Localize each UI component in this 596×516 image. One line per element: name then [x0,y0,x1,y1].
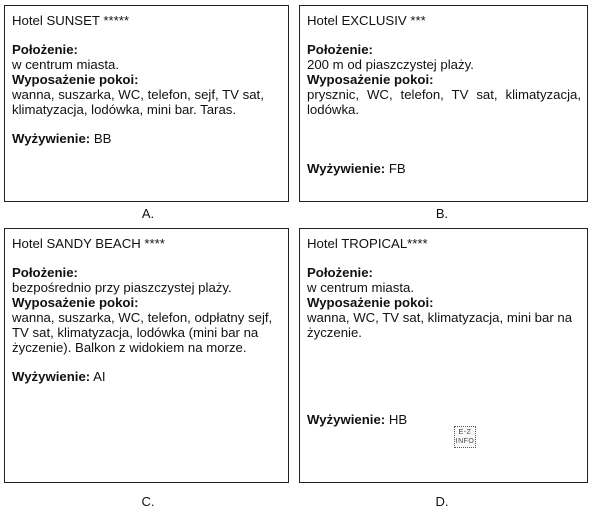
amenities-label: Wyposażenie pokoi: [307,72,434,87]
hotel-title: Hotel TROPICAL**** [307,236,428,251]
board-row [307,161,581,176]
board-label: Wyżywienie: [12,131,91,146]
amenities-label: Wyposażenie pokoi: [307,295,434,310]
location-label: Położenie: [12,265,78,280]
board-row [307,412,581,427]
location-value: w centrum miasta. [307,280,414,295]
hotel-card-exclusiv [299,5,588,202]
hotel-title: Hotel SANDY BEACH **** [12,236,165,251]
board-value: FB [385,161,406,176]
board-label: Wyżywienie: [307,412,386,427]
board-row [12,369,282,384]
amenities-value: wanna, suszarka, WC, telefon, sejf, TV sat, klimatyzacja, lodówka, mini bar. Taras. [12,87,264,117]
option-letter-b: B. [435,206,449,221]
amenities-label: Wyposażenie pokoi: [12,72,139,87]
location-value: bezpośrednio przy piaszczystej plaży. [12,280,232,295]
board-value: HB [385,412,408,427]
location-value: 200 m od piaszczystej plaży. [307,57,474,72]
hotel-card-sunset [4,5,289,202]
option-letter-c: C. [141,494,155,509]
board-label: Wyżywienie: [307,161,386,176]
board-label: Wyżywienie: [12,369,91,384]
amenities-label: Wyposażenie pokoi: [12,295,139,310]
amenities-value: wanna, suszarka, WC, telefon, odpłatny sejf, TV sat, klimatyzacja, lodówka (mini bar na życzenie). Balkon z widokiem na morze. [12,310,273,355]
hotel-title: Hotel SUNSET ***** [12,13,130,28]
board-value: BB [90,131,112,146]
board-value: AI [90,369,106,384]
location-label: Położenie: [307,42,373,57]
location-label: Położenie: [307,265,373,280]
amenities-value: prysznic, WC, telefon, TV sat, klimatyzacja, lodówka. [307,87,581,117]
board-row [12,131,282,146]
location-value: w centrum miasta. [12,57,119,72]
option-letter-d: D. [435,494,449,509]
hotel-card-tropical [299,228,588,483]
hotel-title: Hotel EXCLUSIV *** [307,13,426,28]
amenities-value: wanna, WC, TV sat, klimatyzacja, mini bar na życzenie. [307,310,573,340]
option-letter-a: A. [141,206,155,221]
info-stamp: E-Z INFO [454,426,476,448]
hotel-card-sandy-beach [4,228,289,483]
location-label: Położenie: [12,42,78,57]
